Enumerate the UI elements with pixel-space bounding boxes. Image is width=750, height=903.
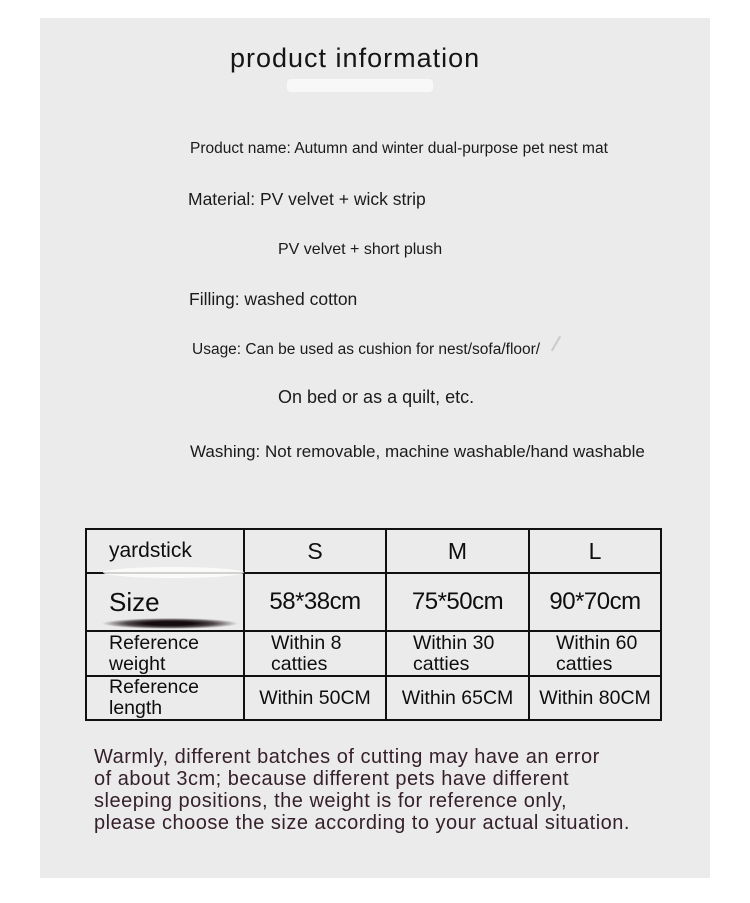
weight-value-s: Within 8 catties <box>244 631 386 676</box>
table-row-reference-weight <box>86 631 661 676</box>
product-name-text: Product name: Autumn and winter dual-purpose pet nest mat <box>190 140 608 157</box>
table-header-s: S <box>244 529 386 573</box>
table-header-yardstick: yardstick <box>86 529 244 573</box>
table-row-reference-length <box>86 676 661 720</box>
inpaint-artifact-streak <box>102 618 238 629</box>
weight-value-l: Within 60 catties <box>529 631 661 676</box>
length-value-s: Within 50CM <box>244 676 386 720</box>
weight-value-m: Within 30 catties <box>386 631 529 676</box>
inpaint-artifact-slash <box>551 336 561 352</box>
usage-cont-text: On bed or as a quilt, etc. <box>278 387 475 407</box>
length-row-label: Reference length <box>86 676 244 720</box>
filling-text: Filling: washed cotton <box>189 289 358 309</box>
material-text: Material: PV velvet + wick strip <box>188 189 426 209</box>
inpaint-artifact-smudge <box>103 567 244 578</box>
note-line-3: sleeping positions, the weight is for reference only, <box>94 790 568 812</box>
size-row-label: Size <box>86 573 244 631</box>
note-line-2: of about 3cm; because different pets have different <box>94 768 570 790</box>
page-title: product information <box>230 43 481 73</box>
note-line-1: Warmly, different batches of cutting may have an error <box>94 746 600 768</box>
table-header-m: M <box>386 529 529 573</box>
size-value-s: 58*38cm <box>244 573 386 631</box>
length-value-m: Within 65CM <box>386 676 529 720</box>
inpaint-artifact-title <box>287 79 433 92</box>
note-line-4: please choose the size according to your actual situation. <box>94 812 630 834</box>
product-info-panel <box>40 18 710 878</box>
warm-reminder-note <box>94 746 694 834</box>
washing-text: Washing: Not removable, machine washable/hand washable <box>190 442 645 461</box>
weight-row-label: Reference weight <box>86 631 244 676</box>
size-value-l: 90*70cm <box>529 573 661 631</box>
table-header-l: L <box>529 529 661 573</box>
length-value-l: Within 80CM <box>529 676 661 720</box>
size-value-m: 75*50cm <box>386 573 529 631</box>
usage-text: Usage: Can be used as cushion for nest/sofa/floor/ <box>192 341 541 358</box>
material-cont-text: PV velvet + short plush <box>278 241 443 258</box>
